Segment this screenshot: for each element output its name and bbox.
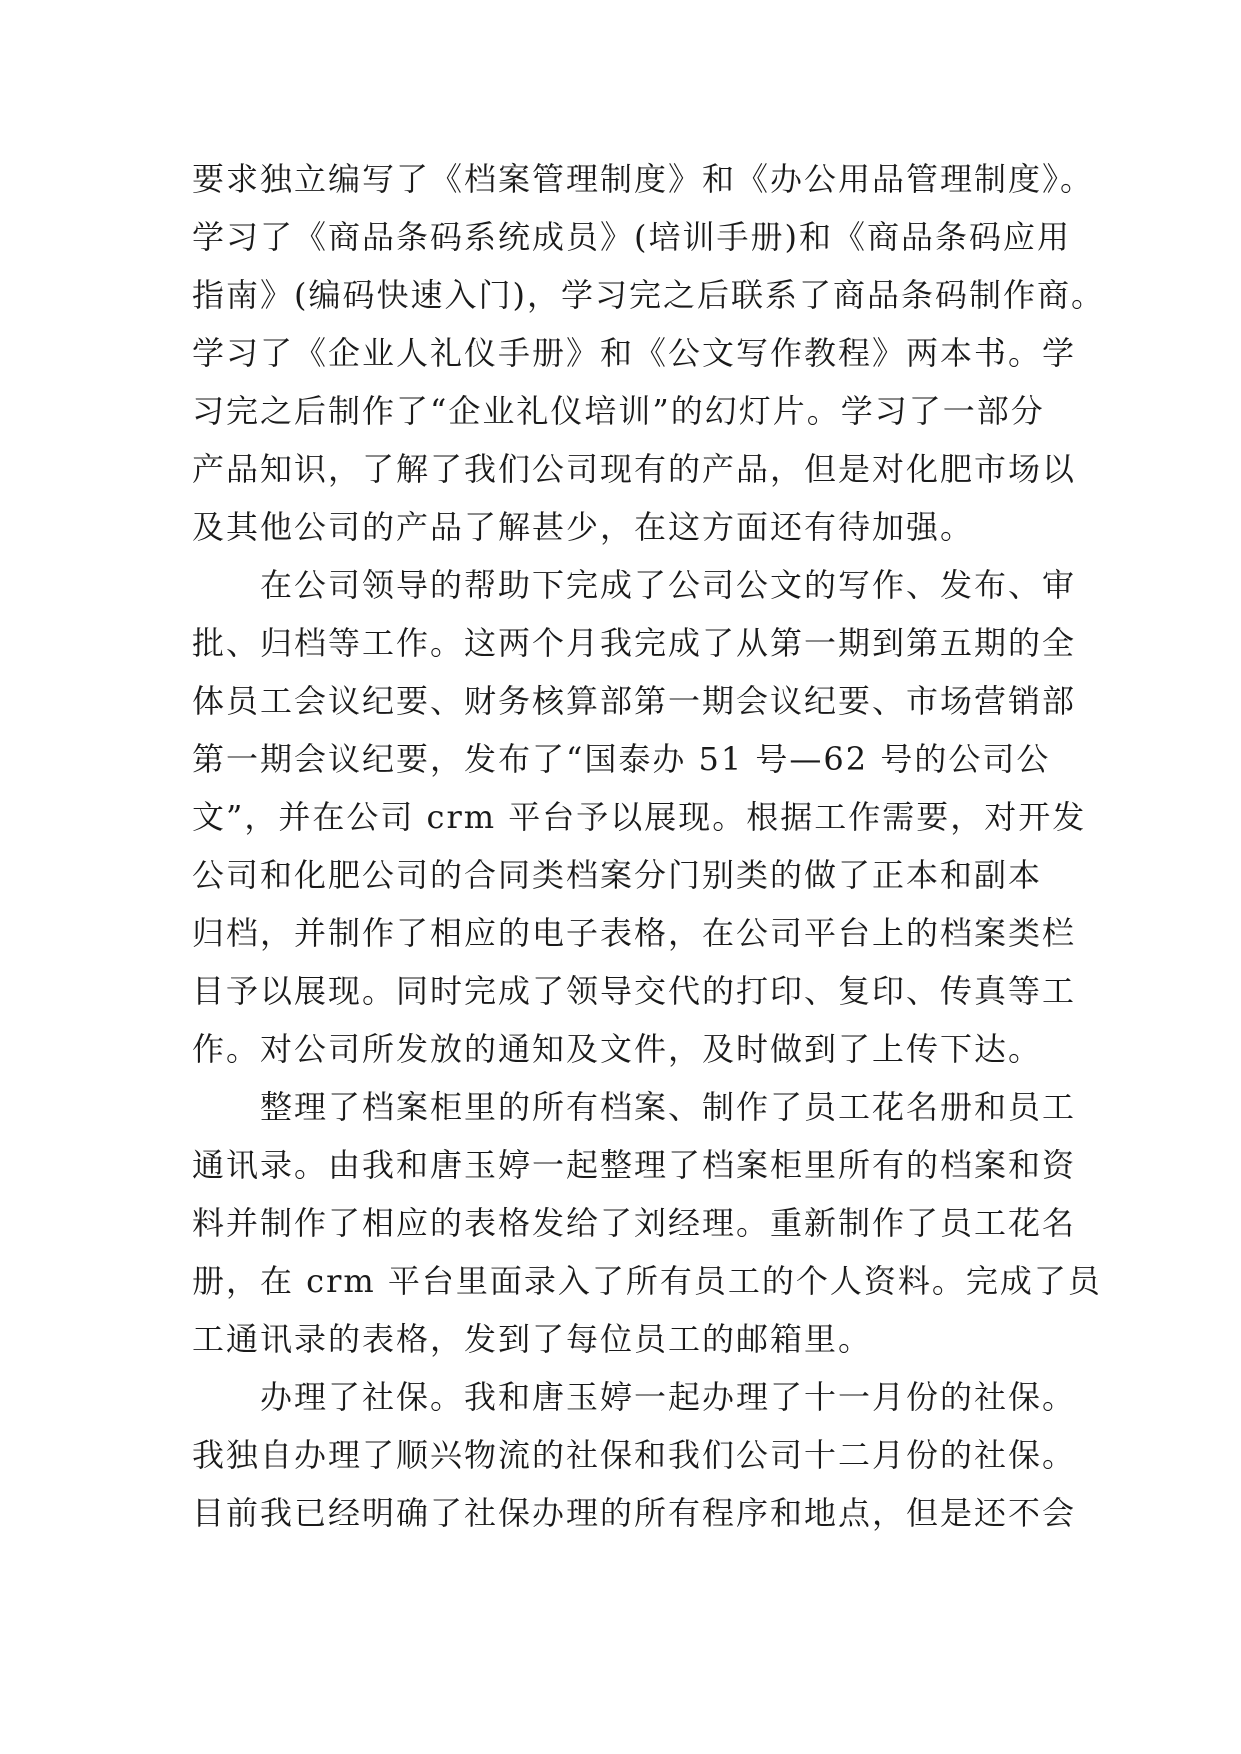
text-line: 学习了《企业人礼仪手册》和《公文写作教程》两本书。学 <box>192 334 1077 372</box>
text-line: 批、归档等工作。这两个月我完成了从第一期到第五期的全 <box>192 624 1077 662</box>
text-line: 在公司领导的帮助下完成了公司公文的写作、发布、审 <box>192 566 1077 604</box>
text-line: 归档，并制作了相应的电子表格，在公司平台上的档案类栏 <box>192 914 1077 952</box>
body-text <box>192 150 1105 1542</box>
text-line: 习完之后制作了“企业礼仪培训”的幻灯片。学习了一部分 <box>192 392 1045 430</box>
text-line: 体员工会议纪要、财务核算部第一期会议纪要、市场营销部 <box>192 682 1077 720</box>
text-line: 指南》(编码快速入门)，学习完之后联系了商品条码制作商。 <box>192 276 1105 314</box>
text-line: 我独自办理了顺兴物流的社保和我们公司十二月份的社保。 <box>192 1436 1077 1474</box>
text-line: 册，在 crm 平台里面录入了所有员工的个人资料。完成了员 <box>192 1262 1102 1300</box>
text-line: 工通讯录的表格，发到了每位员工的邮箱里。 <box>192 1320 873 1358</box>
text-line: 公司和化肥公司的合同类档案分门别类的做了正本和副本 <box>192 856 1043 894</box>
text-line: 产品知识，了解了我们公司现有的产品，但是对化肥市场以 <box>192 450 1077 488</box>
text-line: 通讯录。由我和唐玉婷一起整理了档案柜里所有的档案和资 <box>192 1146 1077 1184</box>
text-line: 学习了《商品条码系统成员》(培训手册)和《商品条码应用 <box>192 218 1071 256</box>
text-line: 作。对公司所发放的通知及文件，及时做到了上传下达。 <box>192 1030 1043 1068</box>
text-line: 及其他公司的产品了解甚少，在这方面还有待加强。 <box>192 508 975 546</box>
text-line: 目予以展现。同时完成了领导交代的打印、复印、传真等工 <box>192 972 1077 1010</box>
text-line: 料并制作了相应的表格发给了刘经理。重新制作了员工花名 <box>192 1204 1077 1242</box>
text-line: 文”，并在公司 crm 平台予以展现。根据工作需要，对开发 <box>192 798 1087 836</box>
text-line: 办理了社保。我和唐玉婷一起办理了十一月份的社保。 <box>192 1378 1077 1416</box>
text-line: 第一期会议纪要，发布了“国泰办 51 号—62 号的公司公 <box>192 740 1051 778</box>
text-line: 要求独立编写了《档案管理制度》和《办公用品管理制度》。 <box>192 160 1095 198</box>
text-line: 整理了档案柜里的所有档案、制作了员工花名册和员工 <box>192 1088 1077 1126</box>
text-line: 目前我已经明确了社保办理的所有程序和地点，但是还不会 <box>192 1494 1077 1532</box>
